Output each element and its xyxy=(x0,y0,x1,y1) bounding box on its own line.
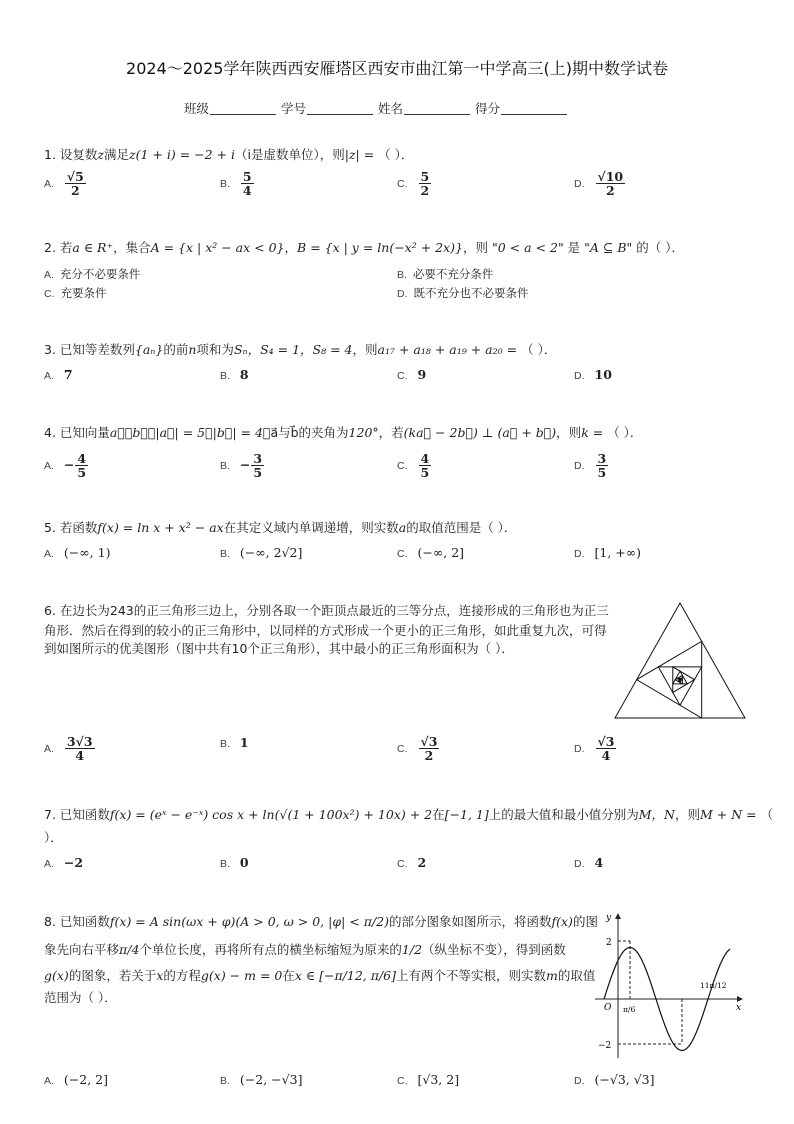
q6-option-c[interactable]: C. $\frac{√3}{2}$ xyxy=(397,734,438,764)
q5-option-c[interactable]: C. (−∞, 2] xyxy=(397,545,465,560)
triangle-3 xyxy=(658,667,701,705)
triangle-10 xyxy=(679,679,680,680)
x-tick-pi-6: π/6 xyxy=(623,1005,636,1014)
q1-option-b[interactable]: B. $\frac{5}{4}$ xyxy=(220,169,252,199)
q6-option-b[interactable]: B. 1 xyxy=(220,735,249,750)
q7-option-c[interactable]: C. 2 xyxy=(397,855,427,870)
question-5-stem: 5. 若函数f(x) = ln x + x² − ax在其定义域内单调递增，则实数a的取值范围是（ ）． xyxy=(44,520,517,535)
q2-option-c[interactable]: C. 充要条件 xyxy=(44,286,107,300)
q8-option-c[interactable]: C. [√3, 2] xyxy=(397,1072,460,1087)
q4-option-b[interactable]: B. − $\frac{3}{5}$ xyxy=(220,451,263,481)
question-7-stem: 7. 已知函数f(x) = (eˣ − e⁻ˣ) cos x + ln(√(1 + 100x²) + 10x) + 2在[−1, 1]上的最大值和最小值分别为M，N，则M + N = （ xyxy=(44,807,774,822)
q7-option-d[interactable]: D. 4 xyxy=(574,855,604,870)
q3-option-b[interactable]: B. 8 xyxy=(220,367,249,382)
triangle-1 xyxy=(615,603,745,718)
q2-option-b[interactable]: B. 必要不充分条件 xyxy=(397,267,494,281)
q1-option-d[interactable]: D. $\frac{√10}{2}$ xyxy=(574,169,624,199)
q5-option-b[interactable]: B. (−∞, 2√2] xyxy=(220,545,303,560)
class-label: 班级 xyxy=(184,101,210,116)
q8-option-d[interactable]: D. (−√3, √3] xyxy=(574,1072,655,1087)
q1-option-c[interactable]: C. $\frac{5}{2}$ xyxy=(397,169,430,199)
question-4-stem: 4. 已知向量a⃗，b⃗，|a⃗| = 5，|b⃗| = 4，a⃗与b⃗的夹角为120°，若(ka⃗ − 2b⃗) ⊥ (a⃗ + b⃗)，则k = （ ）． xyxy=(44,425,643,440)
question-8-line-2: 象先向右平移π/4个单位长度，再将所有点的横坐标缩短为原来的1/2（纵坐标不变），得到函数 xyxy=(44,942,566,957)
score-label: 得分 xyxy=(475,101,501,116)
class-blank xyxy=(210,102,276,115)
question-6-line-1: 6. 在边长为243的正三角形三边上，分别各取一个距顶点最近的三等分点，连接形成的三角形也为正三 xyxy=(44,603,609,618)
q7-option-a[interactable]: A. −2 xyxy=(44,855,84,870)
q4-option-a[interactable]: A. − $\frac{4}{5}$ xyxy=(44,451,87,481)
question-3-stem: 3. 已知等差数列{aₙ}的前n项和为Sₙ，S₄ = 1，S₈ = 4，则a₁₇ + a₁₈ + a₁₉ + a₂₀ = （ ）． xyxy=(44,342,557,357)
student-id-label: 学号 xyxy=(281,101,307,116)
name-blank xyxy=(404,102,470,115)
q8-option-b[interactable]: B. (−2, −√3] xyxy=(220,1072,303,1087)
y-axis-label: y xyxy=(606,913,612,923)
q3-option-c[interactable]: C. 9 xyxy=(397,367,427,382)
x-axis-label: x xyxy=(736,1003,742,1013)
q7-option-b[interactable]: B. 0 xyxy=(220,855,249,870)
y-max-label: 2 xyxy=(606,938,612,948)
q2-option-a[interactable]: A. 充分不必要条件 xyxy=(44,267,141,281)
q6-option-a[interactable]: A. $\frac{3√3}{4}$ xyxy=(44,734,93,764)
score-blank xyxy=(501,102,567,115)
question-6-line-3: 到如图所示的优美图形（图中共有10个正三角形），其中最小的正三角形面积为（ ）． xyxy=(44,641,514,656)
y-min-label: −2 xyxy=(598,1041,612,1051)
question-8-line-3: g(x)的图象，若关于x的方程g(x) − m = 0在x ∈ [−π/12, π/6]上有两个不等实根，则实数m的取值 xyxy=(44,968,596,983)
q8-option-a[interactable]: A. (−2, 2] xyxy=(44,1072,109,1087)
question-8-line-1: 8. 已知函数f(x) = A sin(ωx + φ)(A > 0, ω > 0, |φ| < π/2)的部分图象如图所示，将函数f(x)的图 xyxy=(44,914,598,929)
student-id-blank xyxy=(307,102,373,115)
question-6-line-2: 角形．然后在得到的较小的正三角形中，以同样的方式形成一个更小的正三角形，如此重复九次，可得 xyxy=(44,623,607,638)
question-1-stem: 1. 设复数z满足z(1 + i) = −2 + i（i是虚数单位），则|z| = （ ）． xyxy=(44,147,414,162)
page-title: 2024～2025学年陕西西安雁塔区西安市曲江第一中学高三(上)期中数学试卷 xyxy=(126,59,668,78)
origin-label: O xyxy=(604,1003,612,1013)
x-tick-11pi-12: 11π/12 xyxy=(700,981,727,990)
sine-graph-figure xyxy=(590,908,750,1063)
q5-option-a[interactable]: A. (−∞, 1) xyxy=(44,545,111,560)
question-2-stem: 2. 若a ∈ R⁺，集合A = {x | x² − ax < 0}，B = {x | y = ln(−x² + 2x)}，则 "0 < a < 2" 是 "A ⊆ B" 的（ ）． xyxy=(44,240,684,255)
student-info-line xyxy=(184,99,568,117)
q4-option-d[interactable]: D. $\frac{3}{5}$ xyxy=(574,451,607,481)
q3-option-d[interactable]: D. 10 xyxy=(574,367,612,382)
question-7-stem-cont: ）． xyxy=(44,830,63,845)
q2-option-d[interactable]: D. 既不充分也不必要条件 xyxy=(397,286,529,300)
triangle-2 xyxy=(637,641,702,718)
q3-option-a[interactable]: A. 7 xyxy=(44,367,73,382)
name-label: 姓名 xyxy=(378,101,404,116)
q5-option-d[interactable]: D. [1, +∞) xyxy=(574,545,642,560)
question-8-line-4: 范围为（ ）． xyxy=(44,990,117,1005)
q4-option-c[interactable]: C. $\frac{4}{5}$ xyxy=(397,451,430,481)
q6-option-d[interactable]: D. $\frac{√3}{4}$ xyxy=(574,734,615,764)
nested-triangles-figure xyxy=(610,600,750,722)
q1-option-a[interactable]: A. $\frac{√5}{2}$ xyxy=(44,169,84,199)
